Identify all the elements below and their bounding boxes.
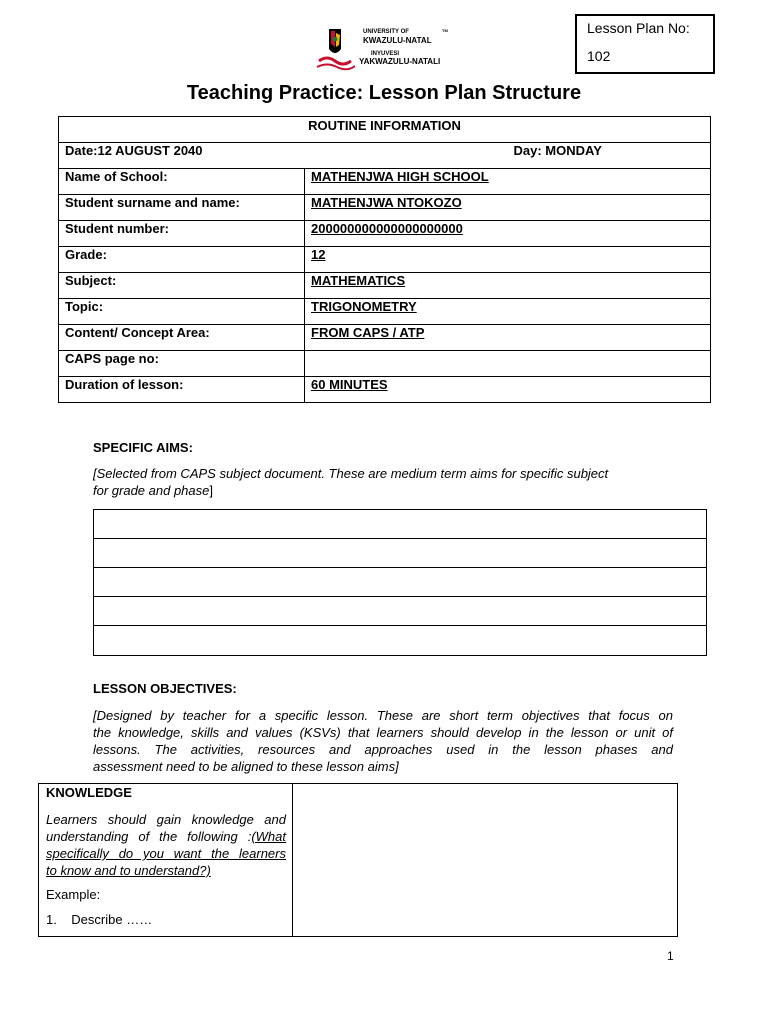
logo-tm: TM (442, 28, 448, 33)
routine-row-value: 60 MINUTES (311, 377, 388, 392)
routine-row (59, 195, 711, 221)
routine-header: ROUTINE INFORMATION (59, 117, 711, 143)
lesson-plan-number-box (575, 14, 715, 74)
routine-row-value-cell (305, 351, 711, 377)
date-day-row (59, 143, 711, 169)
lesson-plan-number: 102 (587, 48, 611, 64)
routine-row-value: MATHENJWA HIGH SCHOOL (311, 169, 489, 184)
routine-row-value-cell (305, 377, 711, 403)
lesson-objectives-line-1: [Designed by teacher for a specific lesson. These are short term objectives that focus on (93, 708, 673, 723)
specific-aims-note-line-2: for grade and phase] (93, 483, 213, 498)
knowledge-heading: KNOWLEDGE (46, 785, 132, 800)
knowledge-example-item: 1. Describe …… (46, 912, 153, 927)
routine-row-value: 12 (311, 247, 326, 262)
university-crest-icon (315, 25, 355, 71)
lesson-objectives-line-3: lessons. The activities, resources and approaches used in the lesson phases and (93, 742, 673, 757)
specific-aims-note (93, 465, 683, 499)
lesson-objectives-line-2: the knowledge, skills and values (KSVs) that learners should develop in the lesson or unit of (93, 725, 673, 740)
routine-row-value-cell (305, 299, 711, 325)
routine-row (59, 221, 711, 247)
routine-row-value: MATHENJWA NTOKOZO (311, 195, 462, 210)
aims-row[interactable] (94, 568, 706, 597)
routine-row-value-cell (305, 273, 711, 299)
knowledge-example-label: Example: (46, 887, 101, 902)
routine-row-value-cell (305, 195, 711, 221)
routine-row-label: Duration of lesson: (59, 377, 305, 403)
logo-line-2: KWAZULU-NATAL (363, 36, 432, 45)
knowledge-table (38, 783, 678, 937)
routine-row-label: Name of School: (59, 169, 305, 195)
routine-row-label: Grade: (59, 247, 305, 273)
routine-row-value: FROM CAPS / ATP (311, 325, 425, 340)
routine-row (59, 325, 711, 351)
logo-line-3: INYUVESI (371, 51, 400, 57)
knowledge-cell (39, 784, 293, 936)
routine-row-value: TRIGONOMETRY (311, 299, 417, 314)
routine-row-value-cell (305, 325, 711, 351)
logo-line-4: YAKWAZULU-NATALI (359, 57, 441, 66)
lesson-objectives-note (93, 707, 673, 775)
knowledge-response-cell[interactable] (294, 784, 677, 936)
page-title: Teaching Practice: Lesson Plan Structure (186, 82, 582, 104)
routine-row (59, 351, 711, 377)
routine-row-label: Student surname and name: (59, 195, 305, 221)
logo-line-1: UNIVERSITY OF (363, 29, 409, 35)
lesson-objectives-line-4: assessment need to be aligned to these lesson aims] (93, 759, 399, 774)
university-logo (315, 25, 455, 71)
knowledge-description: Learners should gain knowledge and understanding of the following :(What specifically do you want the learners to know and to understand?) (46, 812, 286, 878)
routine-row-value-cell (305, 169, 711, 195)
aims-row[interactable] (94, 626, 706, 655)
aims-row[interactable] (94, 597, 706, 626)
routine-row-label: Student number: (59, 221, 305, 247)
routine-row-value-cell (305, 221, 711, 247)
routine-row-label: Subject: (59, 273, 305, 299)
routine-row (59, 299, 711, 325)
page-number: 1 (667, 949, 674, 963)
routine-row-label: Topic: (59, 299, 305, 325)
day-value: Day: MONDAY (513, 143, 602, 158)
routine-row-value: 200000000000000000000 (311, 221, 463, 236)
aims-row[interactable] (94, 510, 706, 539)
aims-row[interactable] (94, 539, 706, 568)
routine-row (59, 273, 711, 299)
routine-row (59, 169, 711, 195)
specific-aims-note-line-1: [Selected from CAPS subject document. These are medium term aims for specific subject (93, 466, 609, 481)
routine-row-label: Content/ Concept Area: (59, 325, 305, 351)
routine-row-value: MATHEMATICS (311, 273, 406, 288)
lesson-objectives-heading: LESSON OBJECTIVES: (93, 681, 237, 696)
routine-information-table (58, 116, 711, 403)
routine-row-value-cell (305, 247, 711, 273)
routine-row (59, 377, 711, 403)
date-value: Date:12 AUGUST 2040 (65, 143, 203, 158)
lesson-plan-label: Lesson Plan No: (587, 20, 690, 36)
routine-row (59, 247, 711, 273)
routine-row-label: CAPS page no: (59, 351, 305, 377)
specific-aims-table (93, 509, 707, 656)
specific-aims-heading: SPECIFIC AIMS: (93, 440, 193, 455)
